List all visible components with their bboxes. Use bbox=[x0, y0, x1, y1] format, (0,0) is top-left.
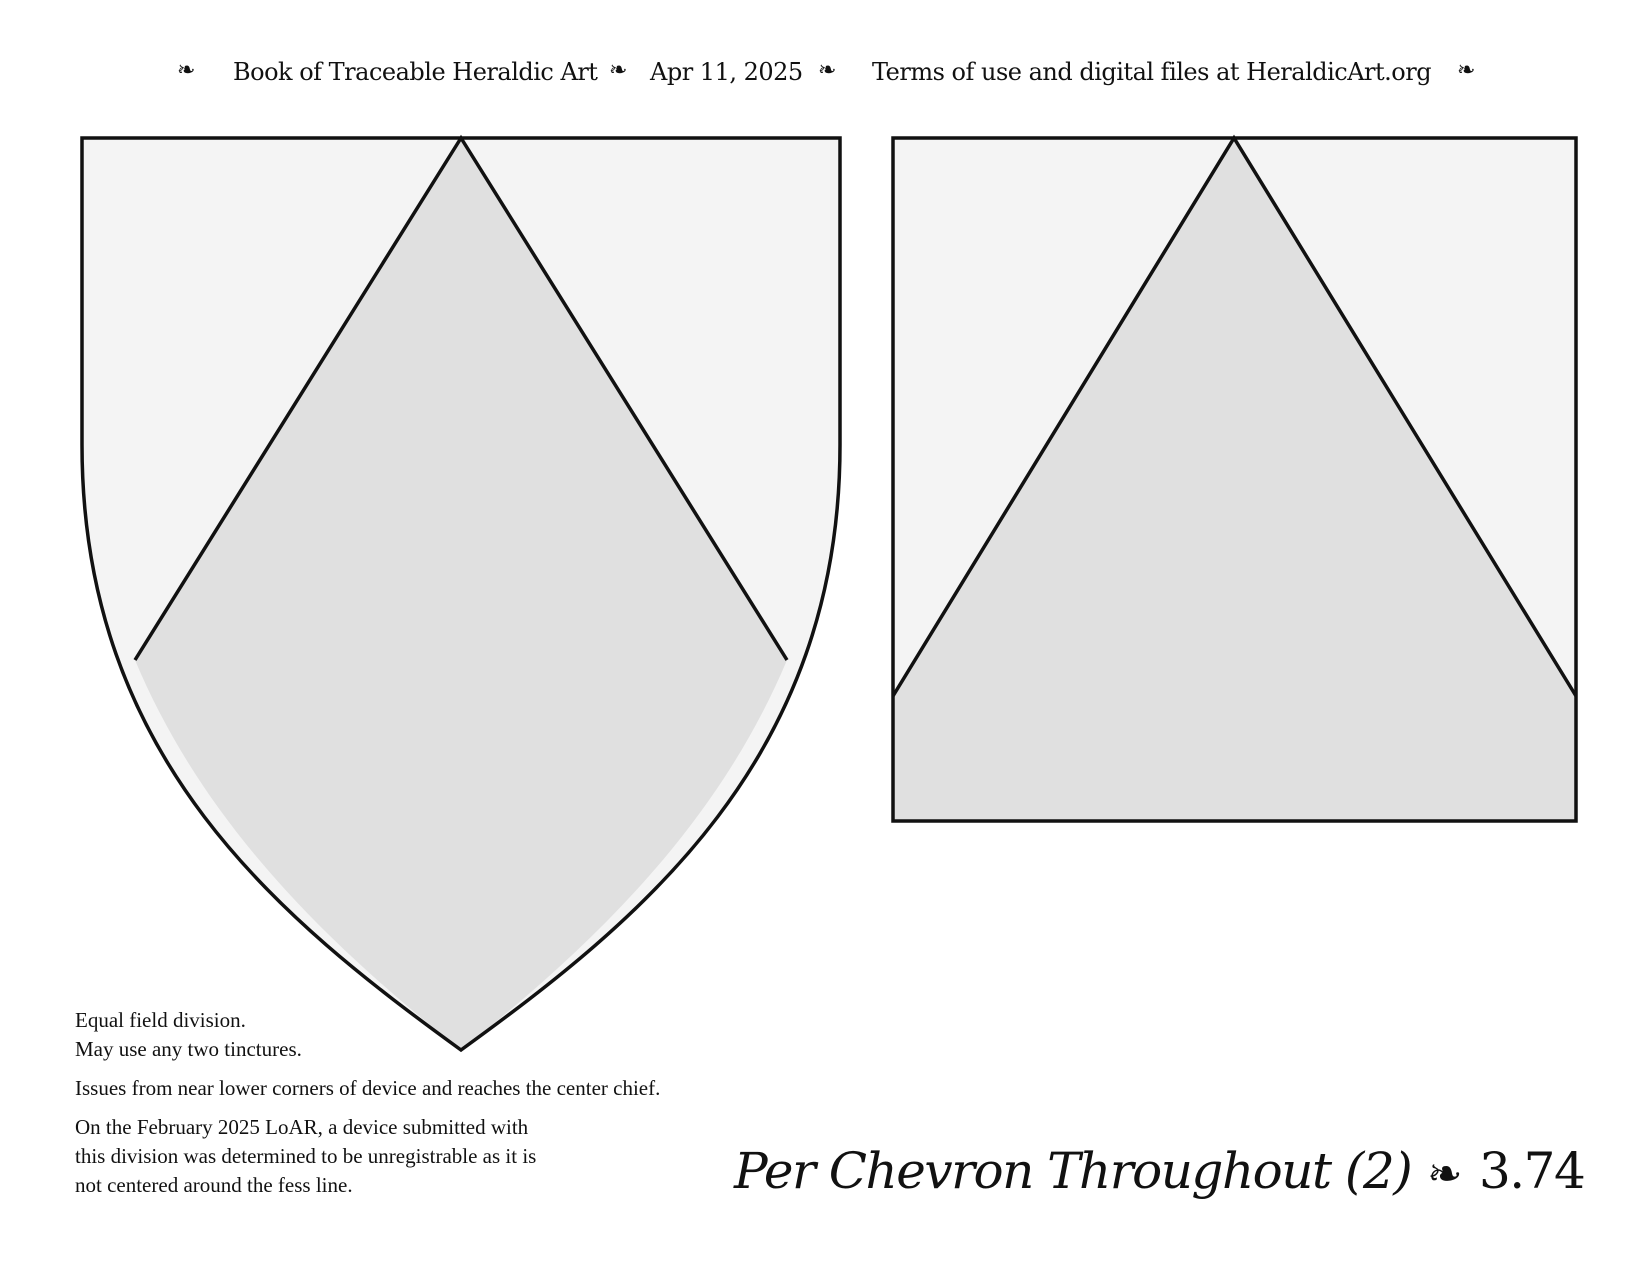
ornament-separator-2: ❧ bbox=[818, 58, 836, 83]
note-tinctures: May use any two tinctures. bbox=[75, 1037, 302, 1061]
notes-paragraph-1 bbox=[75, 1006, 835, 1064]
ornament-right: ❧ bbox=[1457, 58, 1475, 83]
note-loar-line-3: not centered around the fess line. bbox=[75, 1173, 353, 1197]
terms-notice: Terms of use and digital files at HeraldicArt.org bbox=[872, 58, 1432, 86]
notes-paragraph-2 bbox=[75, 1074, 835, 1103]
notes-paragraph-3 bbox=[75, 1113, 835, 1200]
note-equal-division: Equal field division. bbox=[75, 1008, 246, 1032]
square-device bbox=[893, 138, 1576, 821]
ornament-separator-1: ❧ bbox=[609, 58, 627, 83]
ornament-left: ❧ bbox=[177, 58, 195, 83]
note-issues-from: Issues from near lower corners of device and reaches the center chief. bbox=[75, 1076, 661, 1100]
print-date: Apr 11, 2025 bbox=[650, 58, 803, 86]
note-loar-line-1: On the February 2025 LoAR, a device submitted with bbox=[75, 1115, 529, 1139]
title-ornament: ❧ bbox=[1427, 1149, 1461, 1198]
plate-number: 3.74 bbox=[1478, 1142, 1585, 1200]
plate-title bbox=[734, 1142, 1584, 1212]
note-loar-line-2: this division was determined to be unregistrable as it is bbox=[75, 1144, 537, 1168]
division-name: Per Chevron Throughout (2) bbox=[734, 1142, 1412, 1200]
heater-shield bbox=[82, 138, 840, 1050]
description-notes bbox=[75, 1006, 835, 1210]
book-title: Book of Traceable Heraldic Art bbox=[233, 58, 598, 86]
